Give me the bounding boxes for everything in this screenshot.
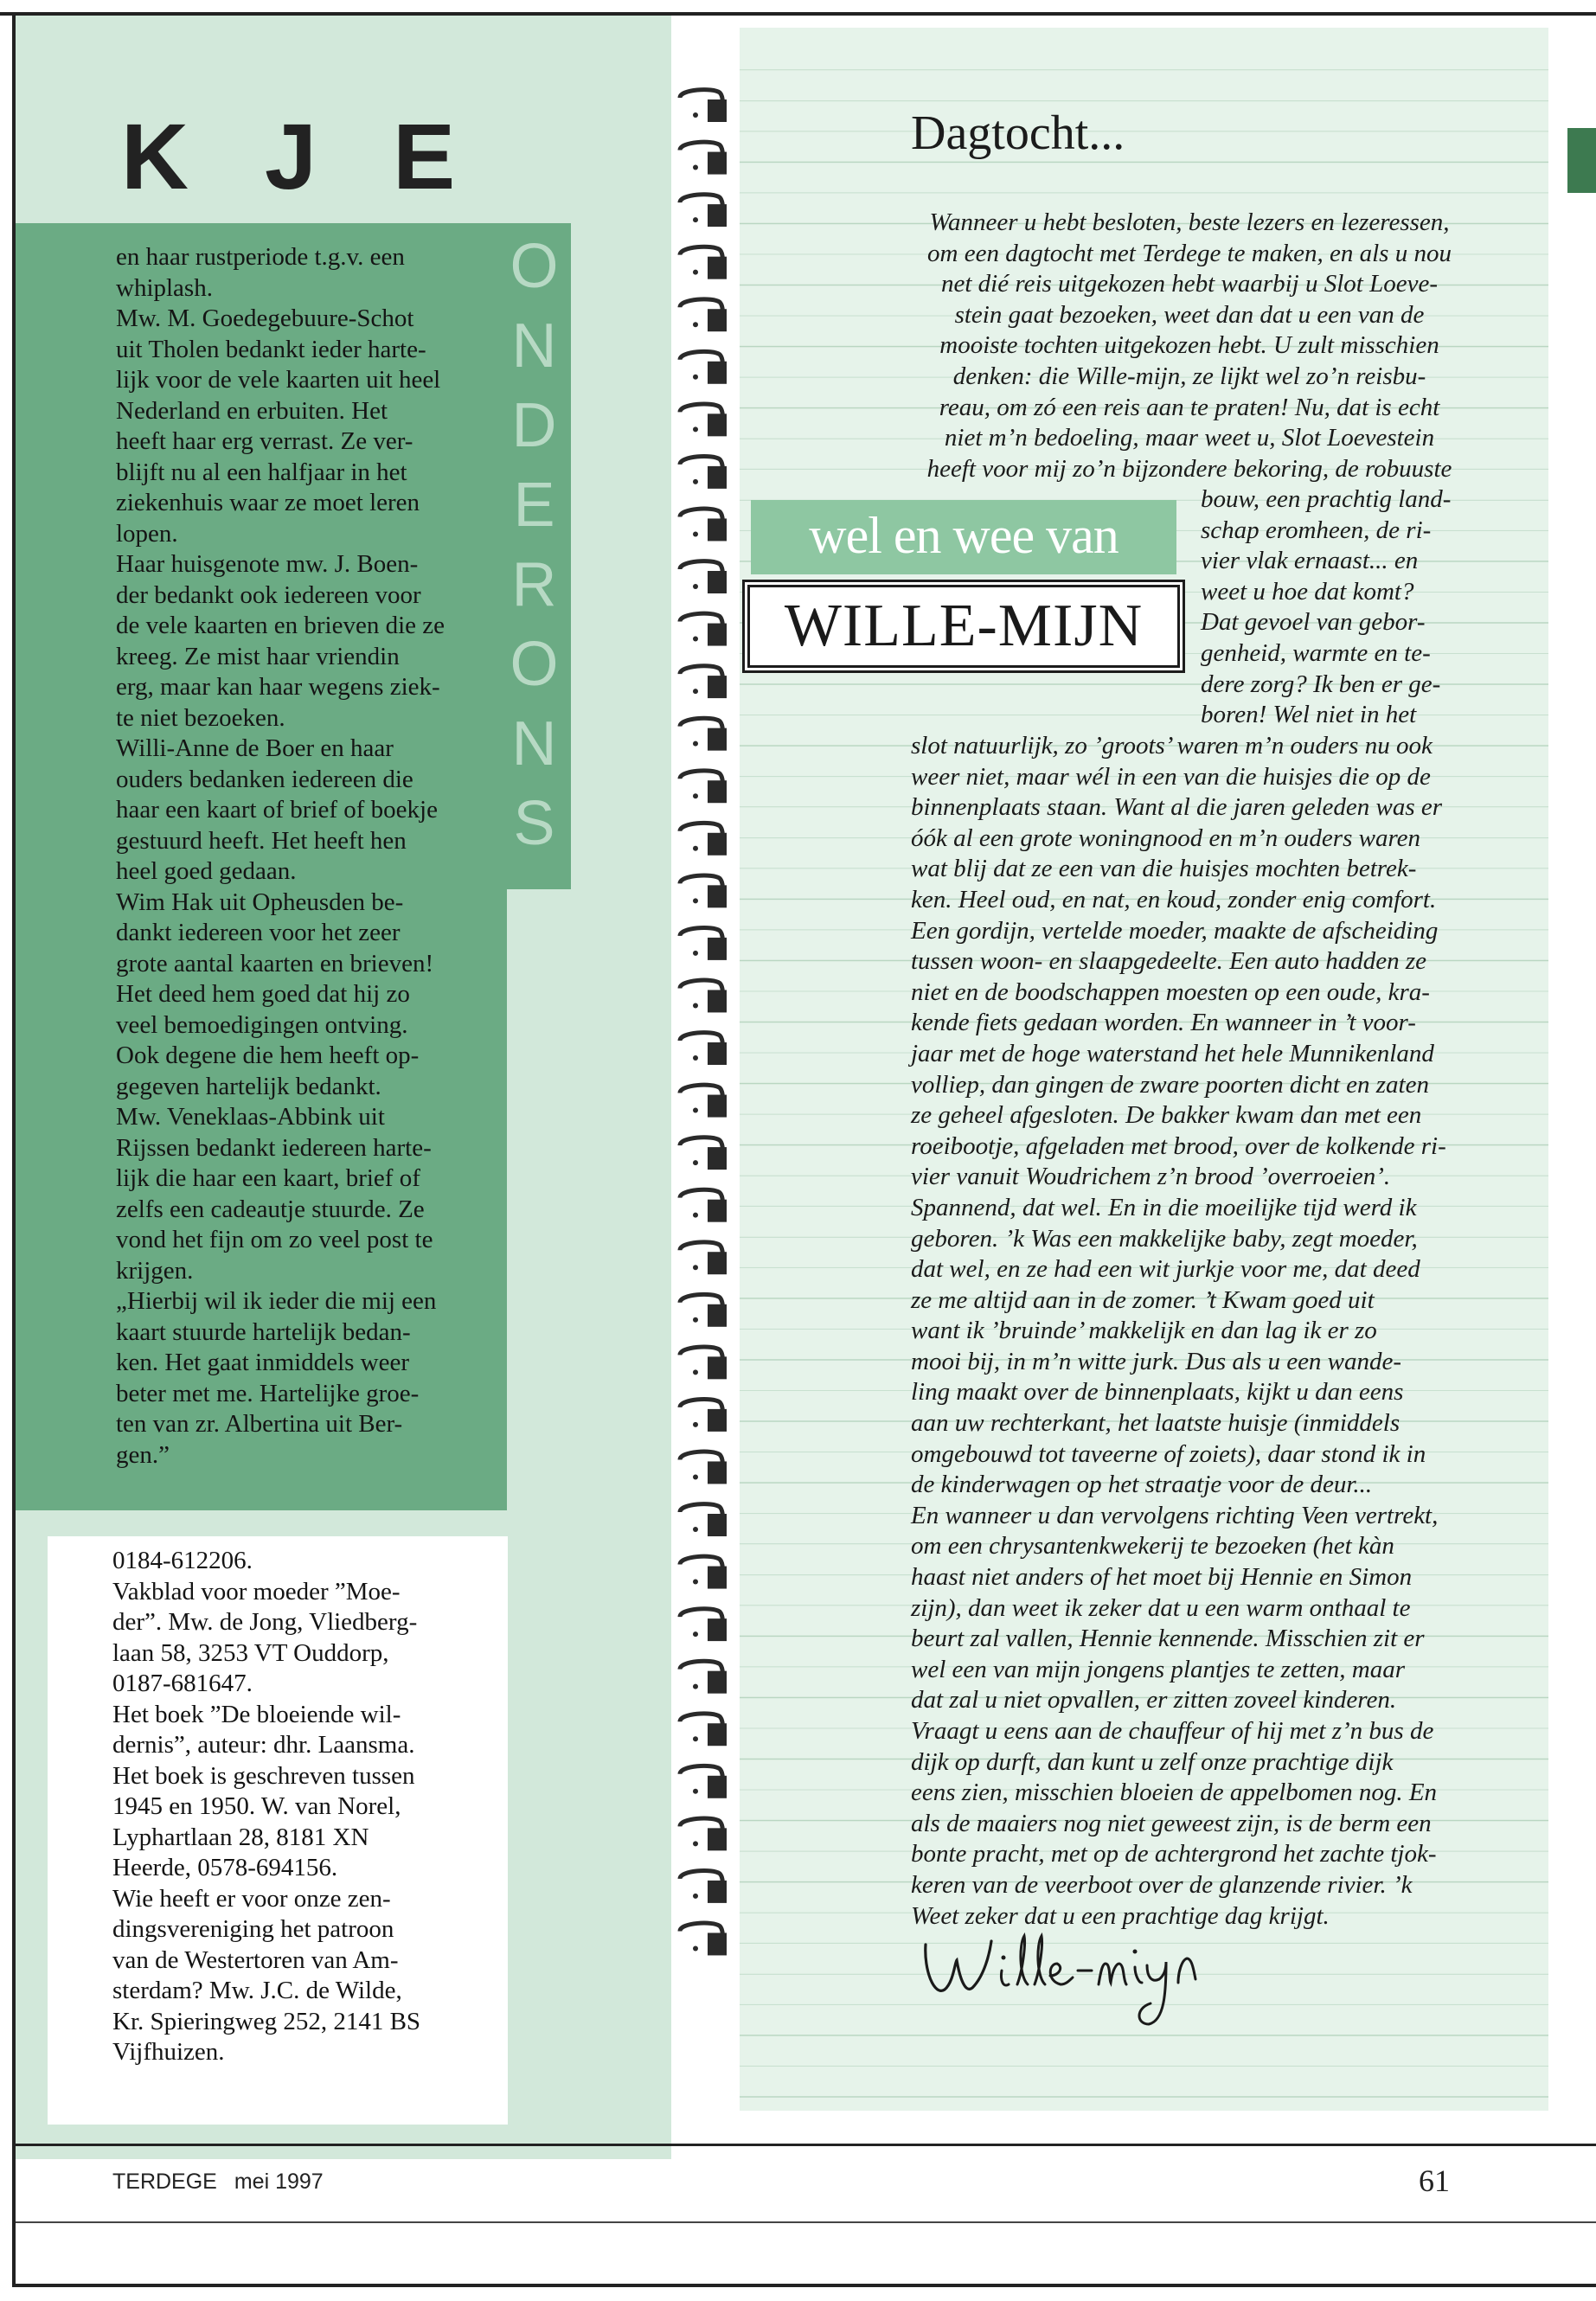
vertical-title-letter: E [513,471,555,540]
text-line: bonte pracht, met op de achtergrond het zachte tjok- [911,1840,1437,1868]
text-line: krijgen. [116,1256,194,1285]
text-line: de vele kaarten en brieven die ze [116,612,445,639]
text-line: geboren. ’k Was een makkelijke baby, zegt moeder, [911,1224,1418,1253]
spiral-ring [680,718,727,750]
text-line: heeft voor mij zo’n bijzondere bekoring, de robuuste [926,454,1452,483]
text-line: En wanneer u dan vervolgens richting Veen vertrekt, [911,1501,1439,1529]
text-line: Het boek is geschreven tussen [112,1761,415,1790]
section-title-kje [121,102,554,206]
page-number: 61 [1419,2163,1450,2198]
text-line: want ik ’bruinde’ makkelijk en dan lag ik er zo [911,1317,1377,1345]
text-line: kende fiets gedaan worden. En wanneer in ’t voor- [911,1009,1416,1037]
text-line: zelfs een cadeautje stuurde. Ze [116,1195,425,1223]
text-line: haar een kaart of brief of boekje [116,796,438,824]
article-intro [869,208,1509,484]
spiral-ring [680,1661,727,1693]
text-line: vier vlak ernaast... en [1201,547,1419,575]
text-line: mooiste tochten uitgekozen hebt. U zult misschien [939,331,1439,360]
spiral-ring [680,299,727,331]
text-line: net dié reis uitgekozen hebt waarbij u Slot Loeve- [941,270,1438,298]
spiral-ring [680,457,727,489]
footer-rule [16,2284,1596,2287]
title-letter: K [121,104,189,208]
text-line: heeft haar erg verrast. Ze ver- [116,427,413,455]
text-line: ken. Het gaat inmiddels weer [116,1349,410,1376]
text-line: dat zal u niet opvallen, er zitten zoveel kinderen. [911,1686,1397,1715]
spiral-ring [680,90,727,122]
text-line: Spannend, dat wel. En in die moeilijke tijd werd ik [911,1193,1417,1221]
text-line: denken: die Wille-mijn, ze lijkt wel zo’n reisbu- [952,362,1426,390]
text-line: omgebouwd tot taveerne of zoiets), daar stond ik in [911,1439,1426,1468]
text-line: en haar rustperiode t.g.v. een [116,243,405,271]
spiral-ring [680,509,727,541]
spiral-ring [680,1033,727,1065]
text-line: 0184-612206. [112,1547,253,1574]
spiral-ring [680,1294,727,1326]
text-line: genheid, warmte en te- [1201,638,1431,667]
text-line: kreeg. Ze mist haar vriendin [116,642,400,670]
text-line: Mw. Veneklaas-Abbink uit [116,1103,385,1131]
title-letter: E [393,104,456,208]
text-line: aan uw rechterkant, het laatste huisje (inmiddels [911,1409,1401,1438]
article-body [911,731,1516,1932]
spiral-ring [680,142,727,174]
text-line: grote aantal kaarten en brieven! [116,949,434,977]
spiral-ring [680,1766,727,1798]
vertical-title-letter: S [513,789,555,858]
text-line: weer niet, maar wél in een van die huisjes die op de [911,762,1431,791]
text-line: Weet zeker dat u een prachtige dag krijgt. [911,1901,1330,1930]
text-line: zijn), dan weet ik zeker dat u een warm onthaal te [911,1593,1411,1622]
text-line: om een chrysantenkwekerij te bezoeken (het kàn [911,1532,1394,1561]
spiral-ring [680,1452,727,1484]
text-line: dijk op durft, dan kunt u zelf onze prachtige dijk [911,1747,1394,1776]
text-line: blijft nu al een halfjaar in het [116,458,407,486]
title-letter: J [265,104,317,208]
spiral-ring [680,1085,727,1117]
text-line: Het deed hem goed dat hij zo [116,980,410,1008]
text-line: als de maaiers nog niet geweest zijn, is de berm een [911,1809,1432,1837]
vertical-title-letter: N [511,709,557,779]
text-line: slot natuurlijk, zo ’groots’ waren m’n ouders nu ook [911,732,1433,760]
text-line: ze me altijd aan in de zomer. ’t Kwam goed uit [911,1285,1375,1314]
text-line: ziekenhuis waar ze moet leren [116,489,420,516]
text-line: de kinderwagen op het straatje voor de deur... [911,1471,1373,1499]
text-line: Wie heeft er voor onze zen- [112,1884,391,1913]
text-line: niet m’n bedoeling, maar weet u, Slot Loevestein [944,424,1435,452]
notices-text [112,1546,502,2068]
text-line: beter met me. Hartelijke groe- [116,1379,420,1407]
text-line: Mw. M. Goedegebuure-Schot [116,304,414,332]
spiral-ring [680,1504,727,1536]
text-line: kaart stuurde hartelijk bedan- [116,1317,411,1346]
text-line: heel goed gedaan. [116,857,297,885]
text-line: sterdam? Mw. J.C. de Wilde, [112,1977,402,2004]
text-line: ouders bedanken iedereen die [116,765,413,793]
text-line: schap eromheen, de ri- [1201,516,1432,544]
spiral-ring [680,1189,727,1221]
vertical-title-letter: D [511,391,557,460]
text-line: mooi bij, in m’n witte jurk. Dus als u een wande- [911,1347,1402,1375]
footer-rule [16,2144,1596,2146]
vertical-title-letter: O [510,630,559,699]
text-line: Een gordijn, vertelde moeder, maakte de afscheiding [911,916,1439,945]
text-line: Wim Hak uit Opheusden be- [116,888,404,916]
spiral-ring [680,1347,727,1379]
headline-main: WILLE-MIJN [747,585,1180,668]
vertical-title-letter: O [510,232,559,301]
text-line: wat blij dat ze een van die huisjes mochten betrek- [911,855,1417,883]
text-line: óók al een grote woningnood en m’n ouders waren [911,824,1421,852]
text-line: gestuurd heeft. Het heeft hen [116,826,407,855]
text-line: dankt iedereen voor het zeer [116,919,401,946]
text-line: whiplash. [116,273,213,302]
text-line: Wanneer u hebt besloten, beste lezers en lezeressen, [929,208,1450,236]
spiral-ring [680,613,727,645]
text-line: niet en de boodschappen moesten op een oude, kra- [911,977,1430,1006]
text-line: boren! Wel niet in het [1201,701,1417,729]
text-line: wel een van mijn jongens plantjes te zetten, maar [911,1655,1406,1683]
spiral-ring [680,771,727,803]
text-line: Vraagt u eens aan de chauffeur of hij met z’n bus de [911,1717,1434,1745]
text-line: Willi-Anne de Boer en haar [116,734,394,762]
text-line: roeibootje, afgeladen met brood, over de kolkende ri- [911,1131,1446,1160]
vertical-title-letter: N [511,311,557,381]
text-line: gegeven hartelijk bedankt. [116,1072,381,1100]
spiral-ring [680,823,727,855]
spiral-ring [680,980,727,1012]
text-line: gen.” [116,1440,170,1469]
text-line: Lyphartlaan 28, 8181 XN [112,1823,369,1851]
spiral-ring [680,1871,727,1903]
text-line: Dat gevoel van gebor- [1201,608,1426,637]
spiral-ring [680,1242,727,1274]
text-line: 1945 en 1950. W. van Norel, [112,1792,401,1820]
spiral-ring [680,1400,727,1432]
spiral-binding [675,82,737,1968]
text-line: veel bemoedigingen ontving. [116,1010,408,1039]
spiral-ring [680,1556,727,1588]
text-line: Ook degene die hem heeft op- [116,1042,420,1069]
spiral-ring [680,1609,727,1641]
text-line: „Hierbij wil ik ieder die mij een [116,1287,437,1315]
spiral-ring [680,666,727,698]
text-line: vier vanuit Woudrichem z’n brood ’overroeien’. [911,1163,1391,1191]
text-line: Vijfhuizen. [112,2038,225,2066]
text-line: Vakblad voor moeder ”Moe- [112,1577,401,1606]
text-line: dernis”, auteur: dhr. Laansma. [112,1731,415,1759]
text-line: lopen. [116,519,178,548]
text-line: Rijssen bedankt iedereen harte- [116,1133,432,1162]
text-line: Heerde, 0578-694156. [112,1854,338,1881]
text-line: der bedankt ook iedereen voor [116,580,421,609]
footer-rule [16,2221,1596,2223]
text-line: ken. Heel oud, en nat, en koud, zonder enig comfort. [911,885,1437,913]
text-line: ling maakt over de binnenplaats, kijkt u dan eens [911,1378,1404,1407]
text-line: tussen woon- en slaapgedeelte. Een auto hadden ze [911,947,1426,976]
text-line: uit Tholen bedankt ieder harte- [116,335,426,363]
page-tab-marker [1567,128,1596,193]
text-line: van de Westertoren van Am- [112,1945,399,1974]
text-line: dat wel, en ze had een wit jurkje voor me, dat deed [911,1255,1420,1284]
spiral-ring [680,1923,727,1955]
text-line: beurt zal vallen, Hennie kennende. Misschien zit er [911,1625,1425,1653]
footer-magazine-info [112,2170,324,2195]
article-title: Dagtocht... [911,106,1125,160]
spiral-ring [680,195,727,227]
spiral-ring [680,1818,727,1850]
text-line: weet u hoe dat komt? [1201,577,1414,606]
text-line: reau, om zó een reis aan te praten! Nu, dat is echt [939,393,1440,421]
spiral-ring [680,875,727,907]
text-line: te niet bezoeken. [116,703,285,732]
text-line: dingsvereniging het patroon [112,1915,394,1943]
text-line: dere zorg? Ik ben er ge- [1201,670,1441,698]
text-line: keren van de veerboot over de glanzende rivier. ’k [911,1870,1413,1899]
spiral-ring [680,247,727,279]
footer-issue: mei 1997 [234,2170,324,2194]
text-line: 0187-681647. [112,1670,253,1697]
spiral-ring [680,1138,727,1170]
text-line: ze geheel afgesloten. De bakker kwam dan met een [911,1101,1422,1130]
spiral-ring [680,404,727,436]
headline-kicker: wel en wee van [751,500,1176,574]
text-line: eens zien, misschien bloeien de appelbomen nog. En [911,1779,1438,1807]
announcements-text [116,242,505,1471]
text-line: haast niet anders of het moet bij Hennie en Simon [911,1563,1413,1592]
text-line: der”. Mw. de Jong, Vliedberg- [112,1608,418,1636]
text-line: Haar huisgenote mw. J. Boen- [116,550,419,578]
signature [908,1910,1272,2040]
text-line: lijk voor de vele kaarten uit heel [116,366,441,394]
footer-magazine: TERDEGE [112,2170,217,2194]
text-line: laan 58, 3253 VT Ouddorp, [112,1638,389,1667]
text-line: jaar met de hoge waterstand het hele Munnikenland [911,1039,1434,1067]
text-line: erg, maar kan haar wegens ziek- [116,673,440,701]
text-line: lijk die haar een kaart, brief of [116,1164,420,1192]
text-line: volliep, dan gingen de zware poorten dicht en zaten [911,1070,1429,1099]
spiral-ring [680,561,727,593]
text-line: binnenplaats staan. Want al die jaren geleden was er [911,793,1443,822]
spiral-ring [680,351,727,383]
text-line: vond het fijn om zo veel post te [116,1226,433,1253]
spiral-ring [680,1714,727,1746]
spiral-ring [680,928,727,960]
text-line: Het boek ”De bloeiende wil- [112,1700,401,1728]
text-line: bouw, een prachtig land- [1201,485,1452,513]
vertical-title-letter: R [511,550,557,619]
text-line: stein gaat bezoeken, weet dan dat u een van de [954,300,1425,329]
text-line: om een dagtocht met Terdege te maken, en als u nou [927,239,1452,267]
text-line: ten van zr. Albertina uit Ber- [116,1410,403,1438]
text-line: Kr. Spieringweg 252, 2141 BS [112,2007,421,2035]
article-beside-headline [1201,484,1495,731]
text-line: Nederland en erbuiten. Het [116,396,388,425]
